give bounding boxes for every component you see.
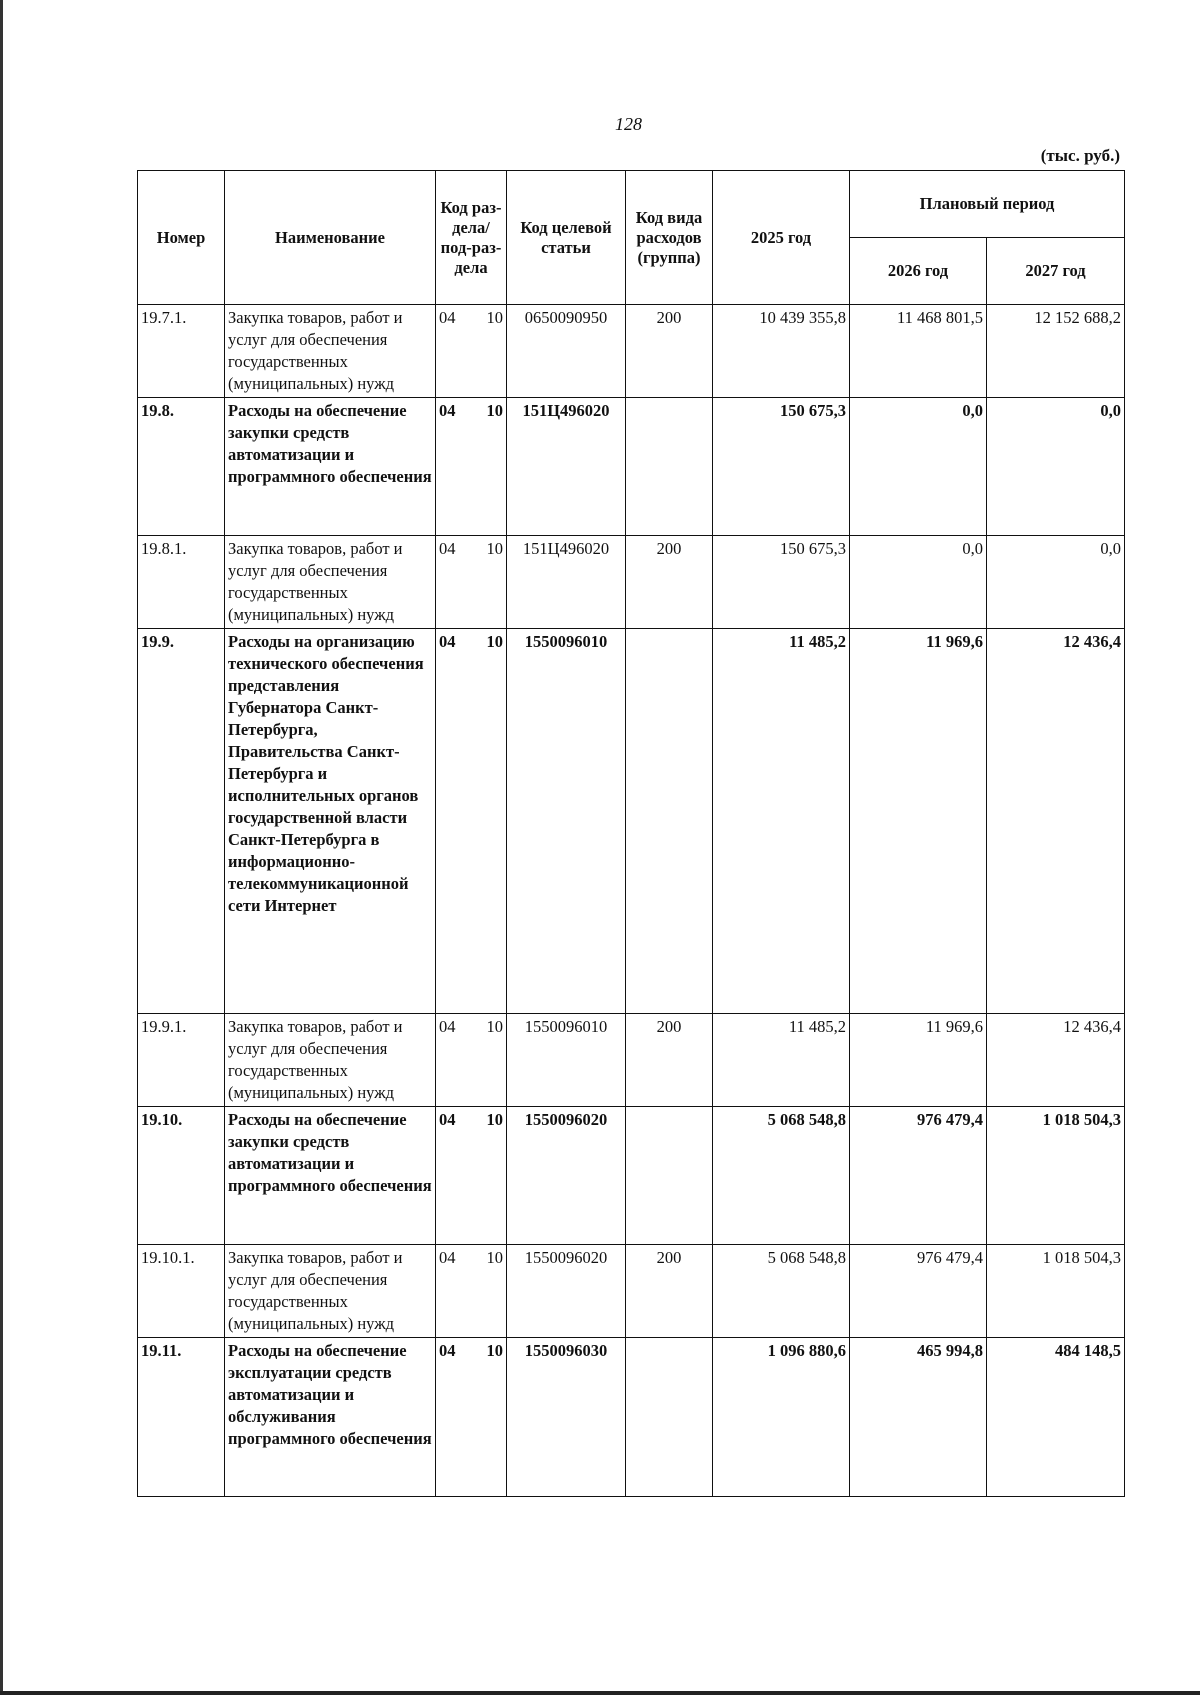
row-target-code: 1550096030 — [507, 1338, 626, 1497]
row-target-code: 1550096020 — [507, 1245, 626, 1338]
row-target-code: 0650090950 — [507, 305, 626, 398]
row-number: 19.10.1. — [138, 1245, 225, 1338]
header-2025: 2025 год — [713, 171, 850, 305]
table-row — [138, 305, 1125, 398]
row-value-2027: 12 436,4 — [987, 1014, 1125, 1107]
subsection-code: 10 — [486, 1341, 503, 1360]
table-row — [138, 1014, 1125, 1107]
row-value-2026: 11 468 801,5 — [850, 305, 987, 398]
subsection-code: 10 — [486, 1248, 503, 1267]
row-value-2026: 976 479,4 — [850, 1245, 987, 1338]
table-row — [138, 629, 1125, 1014]
row-value-2025: 150 675,3 — [713, 536, 850, 629]
row-name: Закупка товаров, работ и услуг для обеспечения государственных (муниципальных) нужд — [225, 1014, 436, 1107]
row-section-code — [436, 398, 507, 536]
header-row-top — [138, 171, 1125, 238]
row-target-code: 151Ц496020 — [507, 398, 626, 536]
row-number: 19.9. — [138, 629, 225, 1014]
row-value-2027: 0,0 — [987, 536, 1125, 629]
row-number: 19.11. — [138, 1338, 225, 1497]
row-section-code — [436, 305, 507, 398]
header-2026: 2026 год — [850, 238, 987, 305]
table-body — [138, 305, 1125, 1497]
row-value-2025: 11 485,2 — [713, 629, 850, 1014]
table-row — [138, 536, 1125, 629]
row-name: Закупка товаров, работ и услуг для обеспечения государственных (муниципальных) нужд — [225, 1245, 436, 1338]
row-value-2025: 5 068 548,8 — [713, 1107, 850, 1245]
subsection-code: 10 — [486, 1110, 503, 1129]
row-section-code — [436, 536, 507, 629]
row-expense-code — [626, 1338, 713, 1497]
subsection-code: 10 — [486, 539, 503, 558]
scan-edge-bottom — [0, 1691, 1200, 1695]
table-row — [138, 1338, 1125, 1497]
row-number: 19.7.1. — [138, 305, 225, 398]
row-target-code: 1550096010 — [507, 629, 626, 1014]
row-section-code — [436, 1338, 507, 1497]
row-value-2025: 5 068 548,8 — [713, 1245, 850, 1338]
row-name: Расходы на организацию технического обеспечения представления Губернатора Санкт-Петербурга, Правительства Санкт-Петербурга и исполнительных органов государственной власти Санкт-Петербурга в информационно-телекоммуникационной сети Интернет — [225, 629, 436, 1014]
table-row — [138, 1107, 1125, 1245]
row-number: 19.10. — [138, 1107, 225, 1245]
row-value-2025: 10 439 355,8 — [713, 305, 850, 398]
row-value-2026: 976 479,4 — [850, 1107, 987, 1245]
header-section: Код раз-дела/ под-раз-дела — [436, 171, 507, 305]
row-number: 19.9.1. — [138, 1014, 225, 1107]
scan-edge-left — [0, 0, 3, 1695]
row-target-code: 1550096010 — [507, 1014, 626, 1107]
row-value-2027: 12 152 688,2 — [987, 305, 1125, 398]
row-target-code: 1550096020 — [507, 1107, 626, 1245]
subsection-code: 10 — [486, 308, 503, 327]
row-value-2026: 11 969,6 — [850, 629, 987, 1014]
row-value-2025: 150 675,3 — [713, 398, 850, 536]
row-value-2027: 1 018 504,3 — [987, 1245, 1125, 1338]
subsection-code: 10 — [486, 632, 503, 651]
row-number: 19.8.1. — [138, 536, 225, 629]
row-value-2025: 11 485,2 — [713, 1014, 850, 1107]
row-section-code — [436, 1245, 507, 1338]
row-name: Расходы на обеспечение закупки средств автоматизации и программного обеспечения — [225, 398, 436, 536]
row-section-code — [436, 629, 507, 1014]
row-value-2025: 1 096 880,6 — [713, 1338, 850, 1497]
header-number: Номер — [138, 171, 225, 305]
row-section-code — [436, 1107, 507, 1245]
row-expense-code: 200 — [626, 1014, 713, 1107]
section-code: 04 — [439, 1248, 456, 1267]
header-expense: Код вида расходов (группа) — [626, 171, 713, 305]
section-code: 04 — [439, 1341, 456, 1360]
subsection-code: 10 — [486, 1017, 503, 1036]
section-code: 04 — [439, 1110, 456, 1129]
row-value-2026: 11 969,6 — [850, 1014, 987, 1107]
row-expense-code — [626, 398, 713, 536]
row-value-2027: 1 018 504,3 — [987, 1107, 1125, 1245]
units-label: (тыс. руб.) — [1040, 146, 1120, 165]
row-value-2027: 0,0 — [987, 398, 1125, 536]
subsection-code: 10 — [486, 401, 503, 420]
row-value-2026: 0,0 — [850, 536, 987, 629]
row-expense-code: 200 — [626, 536, 713, 629]
row-expense-code — [626, 1107, 713, 1245]
row-target-code: 151Ц496020 — [507, 536, 626, 629]
section-code: 04 — [439, 539, 456, 558]
row-value-2027: 484 148,5 — [987, 1338, 1125, 1497]
page-number: 128 — [615, 114, 642, 134]
header-2027: 2027 год — [987, 238, 1125, 305]
row-expense-code: 200 — [626, 305, 713, 398]
row-expense-code — [626, 629, 713, 1014]
row-name: Расходы на обеспечение закупки средств автоматизации и программного обеспечения — [225, 1107, 436, 1245]
table-row — [138, 398, 1125, 536]
row-value-2027: 12 436,4 — [987, 629, 1125, 1014]
section-code: 04 — [439, 401, 456, 420]
row-name: Закупка товаров, работ и услуг для обеспечения государственных (муниципальных) нужд — [225, 536, 436, 629]
row-value-2026: 465 994,8 — [850, 1338, 987, 1497]
header-name: Наименование — [225, 171, 436, 305]
header-planning-period: Плановый период — [850, 171, 1125, 238]
table-row — [138, 1245, 1125, 1338]
budget-table — [137, 170, 1125, 1497]
row-expense-code: 200 — [626, 1245, 713, 1338]
section-code: 04 — [439, 632, 456, 651]
section-code: 04 — [439, 1017, 456, 1036]
row-number: 19.8. — [138, 398, 225, 536]
header-target: Код целевой статьи — [507, 171, 626, 305]
row-section-code — [436, 1014, 507, 1107]
row-name: Закупка товаров, работ и услуг для обеспечения государственных (муниципальных) нужд — [225, 305, 436, 398]
row-value-2026: 0,0 — [850, 398, 987, 536]
section-code: 04 — [439, 308, 456, 327]
row-name: Расходы на обеспечение эксплуатации средств автоматизации и обслуживания программного обеспечения — [225, 1338, 436, 1497]
